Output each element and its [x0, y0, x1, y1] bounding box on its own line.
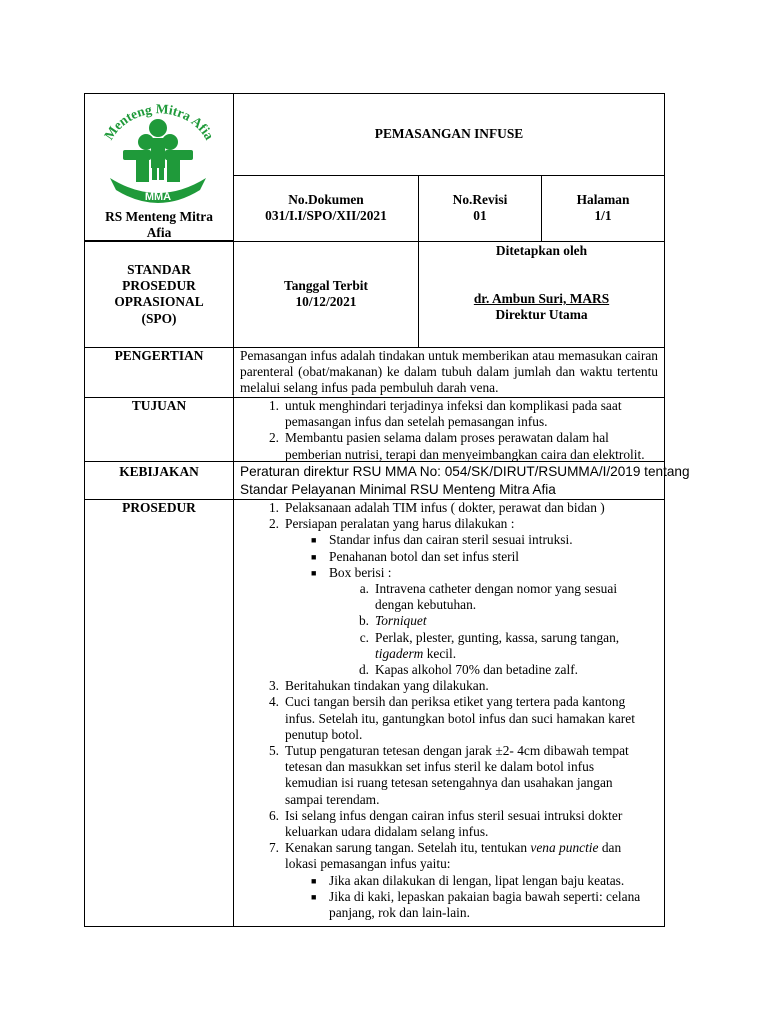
tujuan-list — [268, 398, 663, 463]
prosedur-step-5-number: 5. — [268, 743, 279, 759]
prosedur-step-2-text: Persiapan peralatan yang harus dilakukan : — [285, 516, 515, 532]
prosedur-step-3 — [268, 678, 660, 694]
prosedur-step-7-text-a: Kenakan sarung tangan. Setelah itu, tentukan — [285, 840, 531, 856]
prosedur-step-5-line-3: kemudian isi ruang tetesan setengahnya dan usahakan jangan — [285, 775, 613, 791]
prosedur-step-6-line-2: keluarkan udara didalam selang infus. — [285, 824, 489, 840]
doc-number-label: No.Dokumen — [288, 192, 364, 207]
equipment-bullet-2-text: Penahanan botol dan set infus steril — [329, 548, 520, 564]
box-item-a-line-2: dengan kebutuhan. — [375, 597, 477, 613]
tujuan-item-2-line-2: pemberian nutrisi, terapi dan menyeimbangkan caira dan elektrolit. — [285, 446, 645, 462]
box-item-c-line-1: Perlak, plester, gunting, kassa, sarung tangan, — [375, 629, 620, 645]
document-title: PEMASANGAN INFUSE — [374, 126, 524, 141]
box-item-a-letter: a. — [359, 581, 369, 597]
issue-date-value: 10/12/2021 — [295, 294, 357, 309]
equipment-bullet-1-text: Standar infus dan cairan steril sesuai intruksi. — [329, 532, 573, 548]
prosedur-step-6 — [268, 807, 660, 840]
tujuan-item-2-line-1: Membantu pasien selama dalam proses perawatan dalam hal — [285, 430, 609, 446]
prosedur-step-6-number: 6. — [268, 807, 279, 823]
location-bullets — [285, 873, 660, 922]
prosedur-step-3-number: 3. — [268, 678, 279, 694]
prosedur-step-5-line-2: tetesan dan masukkan set infus steril ke dalam botol infus — [285, 759, 595, 775]
doc-number-value: 031/I.I/SPO/XII/2021 — [265, 208, 387, 223]
spo-line-4: (SPO) — [141, 310, 177, 326]
prosedur-step-1-text: Pelaksanaan adalah TIM infus ( dokter, perawat dan bidan ) — [285, 500, 605, 515]
prosedur-step-3-text: Beritahukan tindakan yang dilakukan. — [285, 678, 489, 694]
revision-label: No.Revisi — [452, 192, 508, 207]
prosedur-step-4-line-3: penutup botol. — [285, 726, 363, 742]
bullet-square-icon: ■ — [311, 567, 317, 578]
box-item-c-letter: c. — [359, 629, 369, 645]
page-value: 1/1 — [594, 208, 612, 223]
equipment-bullet-2 — [311, 548, 660, 565]
approver-title: Direktur Utama — [495, 307, 588, 322]
revision-value: 01 — [473, 208, 487, 223]
prosedur-step-5 — [268, 743, 660, 808]
bullet-square-icon: ■ — [311, 875, 317, 886]
location-bullet-2-line-1: Jika di kaki, lepaskan pakaian bagia bawah seperti: celana — [329, 888, 641, 904]
spo-line-1: STANDAR — [127, 262, 191, 277]
kebijakan-label: KEBIJAKAN — [119, 464, 199, 479]
prosedur-step-4-line-1: Cuci tangan bersih dan periksa etiket yang tertera pada kantong — [285, 694, 626, 710]
approver-name — [418, 291, 665, 307]
spo-line-2: PROSEDUR — [122, 278, 196, 294]
box-item-d-letter: d. — [358, 662, 369, 678]
prosedur-step-7-text-b: dan — [598, 840, 622, 856]
tujuan-item-1-line-2: pemasangan infus dan setelah pemasangan infus. — [285, 414, 548, 430]
prosedur-step-4 — [268, 694, 660, 743]
prosedur-step-5-line-4: sampai terendam. — [285, 791, 380, 807]
box-item-b — [358, 613, 660, 629]
tujuan-item-1-line-1: untuk menghindari terjadinya infeksi dan komplikasi pada saat — [285, 398, 622, 413]
hospital-logo — [100, 104, 218, 210]
box-item-c-italic: tigaderm — [375, 645, 424, 661]
prosedur-step-1-number: 1. — [268, 500, 279, 515]
org-name: RS Menteng Mitra Afia — [105, 209, 213, 241]
logo-banner-text: MMA — [144, 191, 172, 203]
equipment-bullets — [285, 532, 660, 581]
pengertian-text: Pemasangan infus adalah tindakan untuk memberikan atau memasukan cairan parenteral (obat/makanan) ke dalam tubuh dalam jumlah dan waktu tertentu melalui selang infus pada pembuluh darah vena. — [240, 348, 658, 396]
kebijakan-line-1: Peraturan direktur RSU MMA No: 054/SK/DIRUT/RSUMMA/I/2019 tentang — [240, 464, 690, 479]
bullet-square-icon: ■ — [311, 535, 317, 546]
tujuan-item-1 — [268, 398, 663, 430]
equipment-bullet-3-text: Box berisi : — [329, 564, 392, 580]
approver-name-text: dr. Ambun Suri, MARS — [473, 291, 610, 306]
prosedur-step-2 — [268, 516, 660, 532]
tujuan-item-2 — [268, 430, 663, 462]
prosedur-step-7 — [268, 840, 660, 872]
prosedur-step-6-line-1: Isi selang infus dengan cairan infus steril sesuai intruksi dokter — [285, 807, 623, 823]
spo-line-3: OPRASIONAL — [114, 294, 204, 310]
prosedur-step-2-number: 2. — [268, 516, 279, 532]
spo-label — [84, 262, 234, 327]
box-item-a — [359, 581, 660, 613]
prosedur-step-4-line-2: infus. Setelah itu, gantungkan botol infus dan suci hamakan karet — [285, 710, 635, 726]
box-item-c-line-2 — [375, 646, 660, 662]
prosedur-step-4-number: 4. — [268, 694, 279, 710]
prosedur-step-5-line-1: Tutup pengaturan tetesan dengan jarak ±2- 4cm dibawah tempat — [285, 743, 629, 759]
location-bullet-2-line-2: panjang, rok dan lain-lain. — [329, 905, 470, 921]
box-item-a-line-1: Intravena catheter dengan nomor yang sesuai — [375, 581, 618, 597]
box-item-c — [359, 629, 660, 662]
prosedur-label-cell — [84, 499, 234, 927]
tujuan-label: TUJUAN — [131, 398, 187, 413]
pengertian-label: PENGERTIAN — [114, 348, 204, 363]
box-item-b-text: Torniquet — [375, 613, 427, 629]
box-item-d-text: Kapas alkohol 70% dan betadine zalf. — [375, 662, 579, 678]
logo-arc-text: Menteng Mitra Afia — [101, 104, 218, 143]
page-label: Halaman — [576, 192, 630, 207]
prosedur-step-7-line-1 — [285, 840, 660, 856]
location-bullet-2 — [311, 888, 660, 921]
equipment-bullet-3 — [311, 564, 660, 581]
prosedur-step-7-italic: vena punctie — [530, 840, 599, 856]
issue-date-label: Tanggal Terbit — [284, 278, 368, 293]
location-bullet-1 — [311, 872, 660, 889]
box-item-b-letter: b. — [358, 613, 369, 629]
box-contents-list — [285, 581, 660, 678]
kebijakan-line-2: Standar Pelayanan Minimal RSU Menteng Mitra Afia — [240, 482, 556, 497]
tujuan-item-1-number: 1. — [268, 398, 279, 413]
location-bullet-1-text: Jika akan dilakukan di lengan, lipat lengan baju keatas. — [329, 872, 625, 888]
bullet-square-icon: ■ — [311, 551, 317, 562]
box-item-d — [358, 662, 660, 678]
tujuan-item-2-number: 2. — [268, 430, 279, 446]
approved-by-label: Ditetapkan oleh — [495, 243, 588, 258]
prosedur-label: PROSEDUR — [122, 500, 196, 515]
prosedur-step-1 — [268, 500, 660, 516]
equipment-bullet-1 — [311, 532, 660, 548]
prosedur-step-7-number: 7. — [268, 840, 279, 856]
prosedur-step-7-line-2: lokasi pemasangan infus yaitu: — [285, 856, 451, 872]
prosedur-list — [268, 500, 660, 921]
box-item-c-rest: kecil. — [423, 645, 457, 661]
bullet-square-icon: ■ — [311, 891, 317, 902]
